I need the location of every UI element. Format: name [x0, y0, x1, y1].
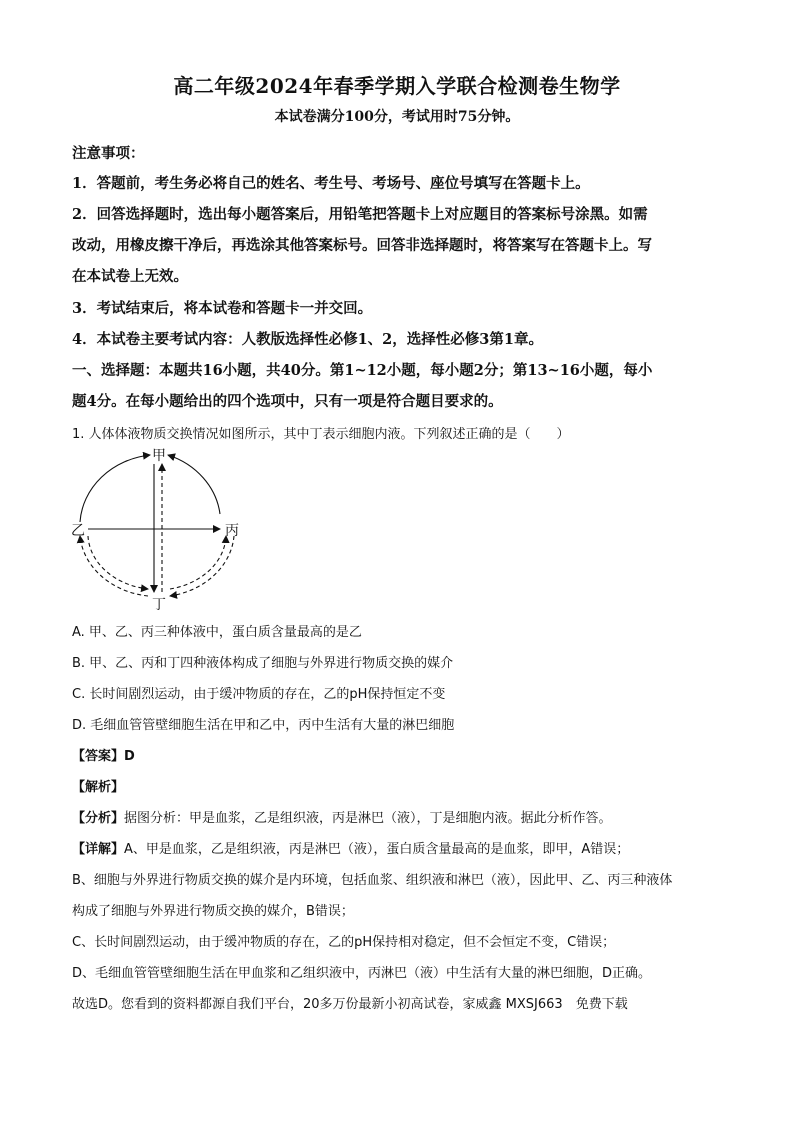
notice-heading: 注意事项：: [72, 145, 145, 162]
detail-line-b: B、细胞与外界进行物质交换的媒介是内环境，包括血浆、组织液和淋巴（液），因此甲、乙、丙三种液体: [72, 873, 673, 888]
fenxi-line: [72, 807, 612, 826]
notice-item-4: 4．本试卷主要考试内容：人教版选择性必修1、2，选择性必修3第1章。: [72, 331, 543, 348]
notice-item-2: 2．回答选择题时，选出每小题答案后，用铅笔把答题卡上对应题目的答案标号涂黑。如需: [72, 206, 648, 223]
option-a: A. 甲、乙、丙三种体液中，蛋白质含量最高的是乙: [72, 625, 362, 640]
option-d: D. 毛细血管管壁细胞生活在甲和乙中，丙中生活有大量的淋巴细胞: [72, 718, 455, 733]
arc-bing-to-jia: [168, 455, 220, 514]
arc-ding-to-yi: [80, 536, 148, 596]
section-heading-line1: 一、选择题：本题共16小题，共40分。第1~12小题，每小题2分；第13~16小题，每小: [72, 362, 653, 379]
option-c: C. 长时间剧烈运动，由于缓冲物质的存在，乙的pH保持恒定不变: [72, 687, 446, 702]
arc-ding-to-bing: [170, 536, 226, 589]
xiangjie-tag: 【详解】: [72, 842, 125, 857]
detail-line-d: D、毛细血管管壁细胞生活在甲血浆和乙组织液中，丙淋巴（液）中生活有大量的淋巴细胞，D正确。: [72, 966, 652, 981]
notice-item-2-cont: 改动，用橡皮擦干净后，再选涂其他答案标号。回答非选择题时，将答案写在答题卡上。写: [72, 237, 652, 254]
arc-yi-to-ding: [88, 536, 148, 589]
analysis-tag: 【解析】: [72, 780, 125, 795]
section-heading-line2: 题4分。在每小题给出的四个选项中，只有一项是符合题目要求的。: [72, 393, 503, 410]
page-subtitle: 本试卷满分100分，考试用时75分钟。: [274, 109, 520, 125]
question-stem: 1. 人体体液物质交换情况如图所示，其中丁表示细胞内液。下列叙述正确的是（ ）: [72, 427, 570, 442]
notice-item-1: 1．答题前，考生务必将自己的姓名、考生号、考场号、座位号填写在答题卡上。: [72, 175, 590, 192]
xiangjie-text: A、甲是血浆，乙是组织液，丙是淋巴（液），蛋白质含量最高的是血浆，即甲，A错误；: [124, 842, 630, 857]
xiangjie-line: [72, 838, 629, 857]
label-bing: 丙: [225, 523, 239, 539]
label-jia: 甲: [152, 448, 166, 464]
arc-yi-to-jia: [80, 455, 150, 522]
option-b: B. 甲、乙、丙和丁四种液体构成了细胞与外界进行物质交换的媒介: [72, 656, 454, 671]
label-ding: 丁: [152, 597, 166, 613]
fenxi-text: 据图分析：甲是血浆，乙是组织液，丙是淋巴（液），丁是细胞内液。据此分析作答。: [124, 811, 612, 826]
detail-line-c: C、长时间剧烈运动，由于缓冲物质的存在，乙的pH保持相对稳定，但不会恒定不变，C错误；: [72, 935, 616, 950]
answer-tag: 【答案】D: [72, 749, 135, 764]
label-yi: 乙: [71, 523, 85, 539]
detail-line-b-cont: 构成了细胞与外界进行物质交换的媒介，B错误；: [72, 904, 354, 919]
detail-conclusion: 故选D。您看到的资料都源自我们平台，20多万份最新小初高试卷，家威鑫 MXSJ663 免费下载: [72, 997, 628, 1012]
fenxi-tag: 【分析】: [72, 811, 125, 826]
notice-item-2-cont2: 在本试卷上无效。: [72, 268, 188, 285]
body-fluid-diagram: [68, 444, 252, 614]
notice-item-3: 3．考试结束后，将本试卷和答题卡一并交回。: [72, 300, 373, 317]
page-title: 高二年级2024年春季学期入学联合检测卷生物学: [173, 74, 621, 98]
